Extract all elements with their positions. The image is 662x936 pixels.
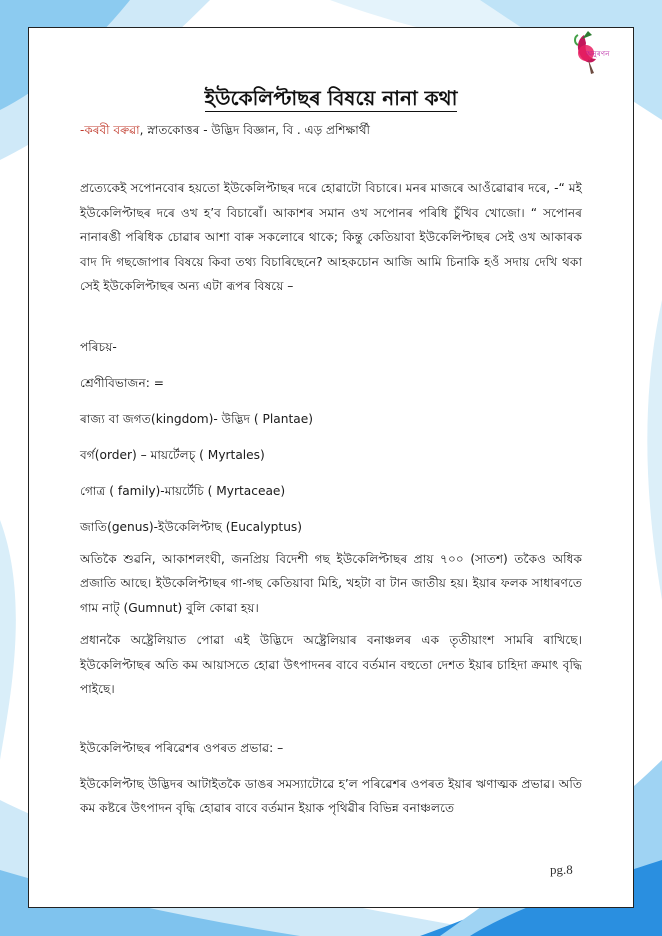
section-heading-environment: ইউকেলিপ্টাছৰ পৰিৱেশৰ ওপৰত প্ৰভাৱ: – <box>80 740 284 755</box>
page-number: pg.8 <box>550 862 573 877</box>
article-title-text: ইউকেলিপ্টাছৰ বিষয়ে নানা কথা <box>204 86 458 110</box>
intro-paragraph: প্ৰত্যেকেই সপোনবোৰ হয়তো ইউকেলিপ্টাছৰ দৰে হোৱাটো বিচাৰে। মনৰ মাজৰে আওঁৱোৱাৰ দৰে, -“ মই ইউকেলিপ্টাছৰ দৰে ওখ হ’ব বিচাৰোঁ। আকাশৰ সমান ওখ সপোনৰ পৰিধি চুঁখিব খোজো। “ সপোনৰ নানাৰঙী পৰিধিক চোৱাৰ আশা বাৰু সকলোৰে থাকে; কিন্তু কেতিয়াবা ইউকেলিপ্টাছৰ সেই ওখ আকাৰক বাদ দি গছজোপাৰ বিষয়ে কিবা তথ্য বিচাৰিছেনে? আহকচোন আজি আমি চিনাকি হওঁ সদায় দেখি থকা সেই ইউকেলিপ্টাছৰ অন্য এটা ৰূপৰ বিষয়ে – <box>80 181 582 293</box>
classification-family: গোত্ৰ ( family)-মায়ৰ্টেচি ( Myrtaceae) <box>80 483 286 498</box>
classification-kingdom: ৰাজ্য বা জগত(kingdom)- উদ্ভিদ ( Plantae) <box>80 411 313 426</box>
section-heading-introduction: পৰিচয়- <box>80 339 117 354</box>
classification-heading: শ্ৰেণীবিভাজন: = <box>80 375 164 390</box>
description-paragraph-1: অতিকৈ শুৱনি, আকাশলংঘী, জনপ্ৰিয় বিদেশী গছ ইউকেলিপ্টাছৰ প্ৰায় ৭০০ (সাতশ) তকৈও অধিক প্ৰজাতি আছে। ইউকেলিপ্টাছৰ গা-গছ কেতিয়াবা মিহি, খহটা বা টান জাতীয় হয়। ইয়াৰ ফলক সাধাৰণতে গাম নাট্ (Gumnut) বুলি কোৱা হয়। <box>80 551 582 615</box>
author-credentials: , স্নাতকোত্তৰ - উদ্ভিদ বিজ্ঞান, বি . এড় প্ৰশিক্ষাৰ্থী <box>139 123 370 137</box>
description-paragraph-2: প্ৰধানকৈ অষ্ট্ৰেলিয়াত পোৱা এই উদ্ভিদে অষ্ট্ৰেলিয়াৰ বনাঞ্চলৰ এক তৃতীয়াংশ সামৰি ৰাখিছে। ইউকেলিপ্টাছৰ অতি কম আয়াসতে হোৱা উৎপাদনৰ বাবে বৰ্তমান বহুতো দেশত ইয়াৰ চাহিদা ক্ৰমাৎ বৃদ্ধি পাইছে। <box>80 633 582 696</box>
article-title <box>0 84 662 117</box>
classification-order: বৰ্গ(order) – মায়ৰ্টেলচ্ ( Myrtales) <box>80 447 265 462</box>
environment-paragraph: ইউকেলিপ্টাছ উদ্ভিদৰ আটাইতকৈ ডাঙৰ সমস্যাটোৱে হ’ল পৰিৱেশৰ ওপৰত ইয়াৰ ঋণাত্মক প্ৰভাৱ। অতি কম কষ্টৰে উৎপাদন বৃদ্ধি হোৱাৰ বাবে বৰ্তমান ইয়াক পৃথিৱীৰ বিভিন্ন বনাঞ্চলতে <box>80 776 582 815</box>
logo-text: অনুৰণন <box>586 50 610 58</box>
classification-genus: জাতি(genus)-ইউকেলিপ্টাছ (Eucalyptus) <box>80 519 303 534</box>
author-byline <box>80 122 370 142</box>
article-body <box>80 176 582 821</box>
author-name: -কৰবী বৰুৱা <box>80 123 140 137</box>
